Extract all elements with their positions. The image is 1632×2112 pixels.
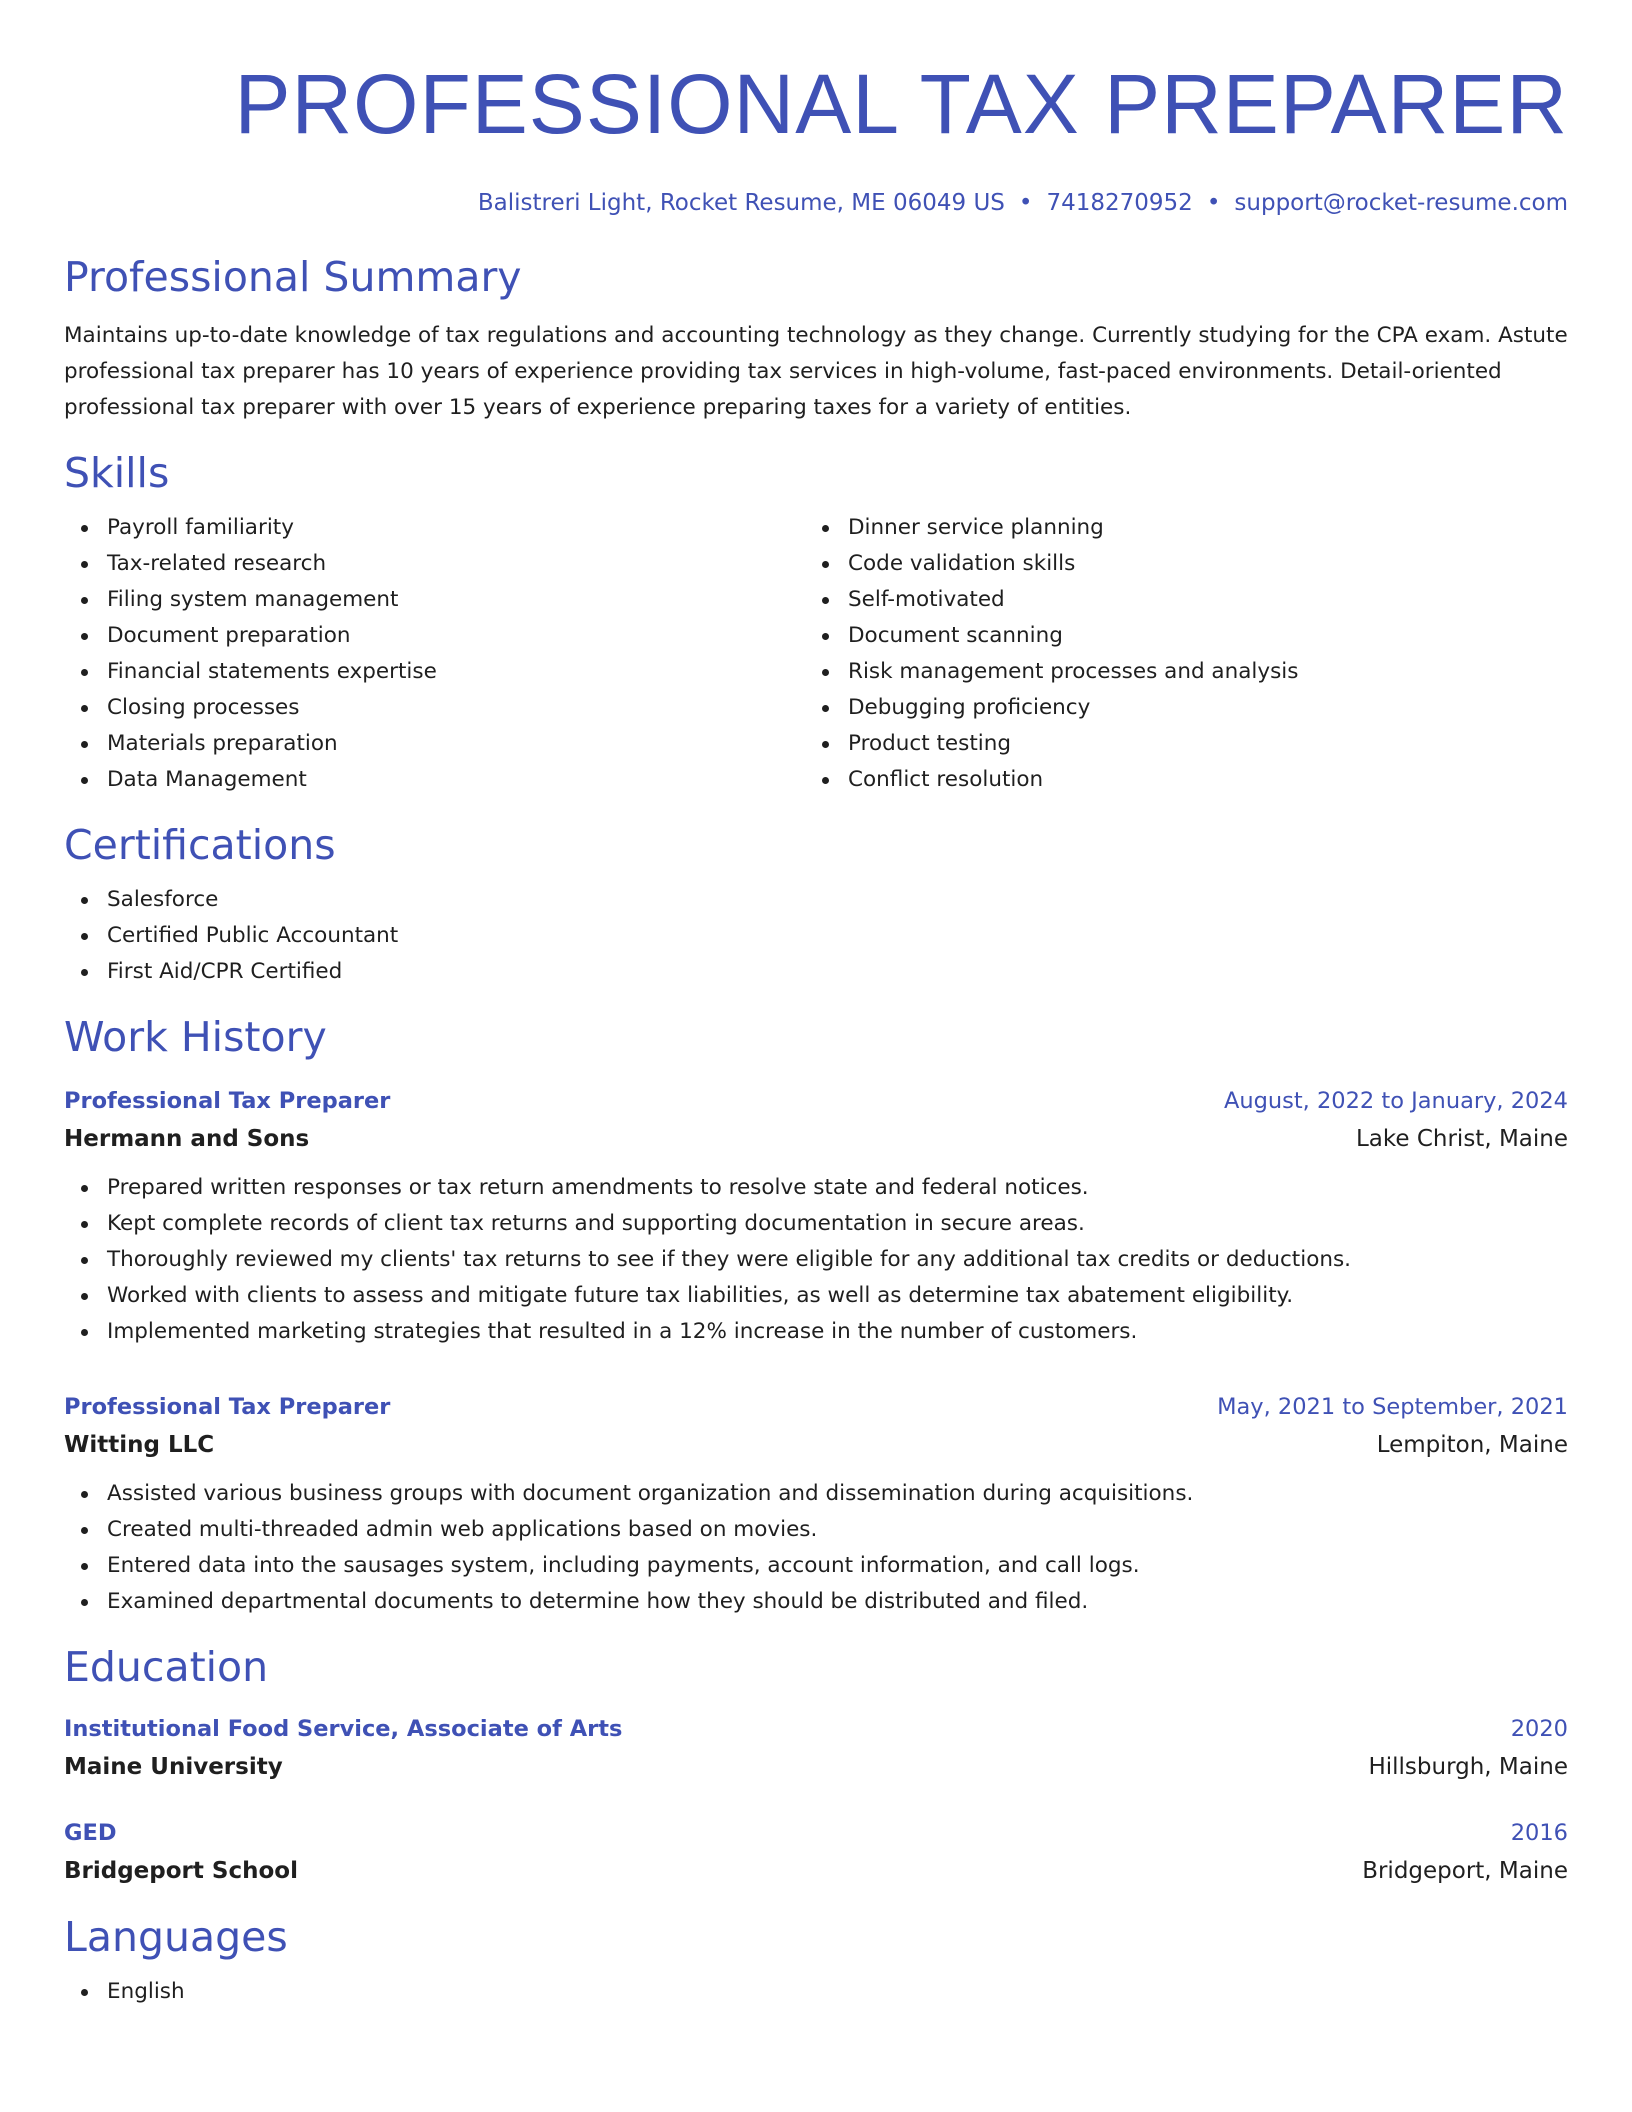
contact-separator: • <box>1018 190 1033 216</box>
skill-item: Tax-related research <box>107 546 805 582</box>
job-bullets <box>64 1170 1568 1350</box>
skill-item: Materials preparation <box>107 726 805 762</box>
job-company: Hermann and Sons <box>64 1126 310 1152</box>
language-item: English <box>107 1974 1568 2010</box>
education-school: Bridgeport School <box>64 1858 298 1884</box>
certification-item: First Aid/CPR Certified <box>107 954 1568 990</box>
job-bullet: Assisted various business groups with document organization and dissemination during acquisitions. <box>107 1476 1568 1512</box>
candidate-name: PROFESSIONAL TAX PREPARER <box>234 57 1568 151</box>
skills-section <box>64 448 1568 798</box>
section-title-education: Education <box>64 1643 269 1691</box>
certifications-list <box>64 882 1568 990</box>
education-year: 2016 <box>1510 1820 1568 1846</box>
job-location: Lempiton, Maine <box>1376 1432 1568 1458</box>
job-bullet: Examined departmental documents to determine how they should be distributed and filed. <box>107 1584 1568 1620</box>
contact-separator: • <box>1206 190 1221 216</box>
languages-list <box>64 1974 1568 2010</box>
skill-item: Document preparation <box>107 618 805 654</box>
skill-item: Conflict resolution <box>848 762 1568 798</box>
section-title-certifications: Certifications <box>64 821 336 869</box>
skill-item: Closing processes <box>107 690 805 726</box>
skill-item: Payroll familiarity <box>107 510 805 546</box>
education-school-row <box>64 1852 1568 1890</box>
job-bullet: Prepared written responses or tax return amendments to resolve state and federal notices. <box>107 1170 1568 1206</box>
job-entry <box>64 1388 1568 1620</box>
job-role: Professional Tax Preparer <box>64 1088 391 1114</box>
skill-item: Code validation skills <box>848 546 1568 582</box>
education-year: 2020 <box>1510 1716 1568 1742</box>
job-bullet: Entered data into the sausages system, including payments, account information, and call logs. <box>107 1548 1568 1584</box>
job-dates: May, 2021 to September, 2021 <box>1217 1394 1568 1420</box>
contact-address: Balistreri Light, Rocket Resume, ME 06049 US <box>477 190 1005 216</box>
job-header-row <box>64 1388 1568 1426</box>
section-title-summary: Professional Summary <box>64 253 522 301</box>
job-company: Witting LLC <box>64 1432 215 1458</box>
education-entry <box>64 1814 1568 1890</box>
section-title-skills: Skills <box>64 449 170 497</box>
job-header-row <box>64 1082 1568 1120</box>
skill-item: Filing system management <box>107 582 805 618</box>
skills-list-right <box>805 510 1568 798</box>
job-bullets <box>64 1476 1568 1620</box>
education-school-row <box>64 1748 1568 1786</box>
skills-list-left <box>64 510 805 798</box>
education-entry <box>64 1710 1568 1786</box>
skill-item: Data Management <box>107 762 805 798</box>
section-title-work-history: Work History <box>64 1013 327 1061</box>
job-bullet: Worked with clients to assess and mitigate future tax liabilities, as well as determine tax abatement eligibility. <box>107 1278 1568 1314</box>
education-school: Maine University <box>64 1754 283 1780</box>
work-history-section <box>64 1012 1568 1620</box>
skill-item: Risk management processes and analysis <box>848 654 1568 690</box>
job-location: Lake Christ, Maine <box>1355 1126 1568 1152</box>
languages-section <box>64 1912 1568 2010</box>
skill-item: Financial statements expertise <box>107 654 805 690</box>
job-role: Professional Tax Preparer <box>64 1394 391 1420</box>
education-header-row <box>64 1814 1568 1852</box>
job-bullet: Kept complete records of client tax returns and supporting documentation in secure areas. <box>107 1206 1568 1242</box>
resume-header <box>64 58 1568 216</box>
education-location: Bridgeport, Maine <box>1362 1858 1568 1884</box>
contact-phone[interactable]: 7418270952 <box>1046 190 1193 216</box>
certifications-section <box>64 820 1568 990</box>
contact-line <box>64 190 1568 216</box>
job-company-row <box>64 1426 1568 1464</box>
skill-item: Debugging proficiency <box>848 690 1568 726</box>
summary-text: Maintains up-to-date knowledge of tax regulations and accounting technology as they change. Currently studying for the CPA exam. Astute professional tax preparer has 10 years of experience providing tax services in high-volume, fast-paced environments. Detail-oriented professional tax preparer with over 15 years of experience preparing taxes for a variety of entities. <box>64 323 1568 420</box>
education-location: Hillsburgh, Maine <box>1368 1754 1568 1780</box>
certification-item: Salesforce <box>107 882 1568 918</box>
job-bullet: Thoroughly reviewed my clients' tax returns to see if they were eligible for any additional tax credits or deductions. <box>107 1242 1568 1278</box>
skill-item: Product testing <box>848 726 1568 762</box>
summary-section <box>64 252 1568 426</box>
education-degree: GED <box>64 1820 117 1846</box>
skill-item: Document scanning <box>848 618 1568 654</box>
education-header-row <box>64 1710 1568 1748</box>
job-entry <box>64 1082 1568 1350</box>
skills-grid <box>64 498 1568 798</box>
skill-item: Self-motivated <box>848 582 1568 618</box>
job-bullet: Created multi-threaded admin web applications based on movies. <box>107 1512 1568 1548</box>
contact-email[interactable]: support@rocket-resume.com <box>1234 190 1568 216</box>
skill-item: Dinner service planning <box>848 510 1568 546</box>
section-title-languages: Languages <box>64 1913 288 1961</box>
certification-item: Certified Public Accountant <box>107 918 1568 954</box>
job-company-row <box>64 1120 1568 1158</box>
education-section <box>64 1642 1568 1890</box>
education-degree: Institutional Food Service, Associate of Arts <box>64 1716 623 1742</box>
job-dates: August, 2022 to January, 2024 <box>1223 1088 1568 1114</box>
job-bullet: Implemented marketing strategies that resulted in a 12% increase in the number of customers. <box>107 1314 1568 1350</box>
